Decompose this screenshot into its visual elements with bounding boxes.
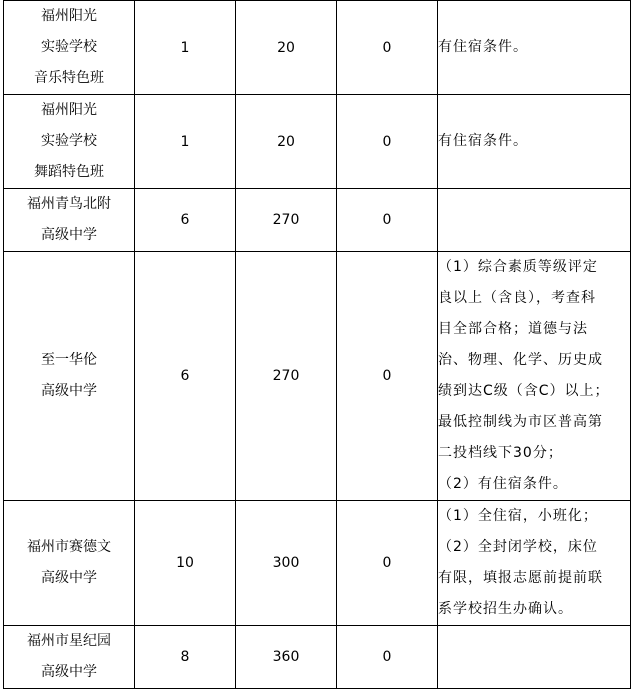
col-a-cell: 6 [135, 189, 236, 252]
note-line: 有住宿条件。 [438, 39, 528, 55]
col-c-cell: 0 [337, 501, 438, 626]
col-b-cell: 270 [236, 252, 337, 501]
note-cell [438, 626, 631, 689]
note-cell [438, 1, 631, 95]
note-line: （1）全住宿，小班化； [438, 508, 598, 524]
col-b-cell: 270 [236, 189, 337, 252]
note-cell [438, 252, 631, 501]
school-name-line: 福州青鸟北附 [27, 196, 111, 212]
note-line: （2）全封闭学校，床位 [438, 539, 598, 555]
school-name-line: 音乐特色班 [34, 70, 104, 86]
col-c-cell: 0 [337, 626, 438, 689]
note-line: 良以上（含良），考查科 [438, 290, 596, 306]
note-line: 最低控制线为市区普高第 [438, 414, 603, 430]
school-name-line: 高级中学 [41, 383, 97, 399]
note-line: 系学校招生办确认。 [438, 601, 573, 617]
school-name-line: 高级中学 [41, 664, 97, 680]
note-line: （1）综合素质等级评定 [438, 259, 598, 275]
note-line: 有住宿条件。 [438, 133, 528, 149]
col-a-cell: 6 [135, 252, 236, 501]
note-line: 二投档线下30分； [438, 445, 563, 461]
col-c-cell: 0 [337, 1, 438, 95]
note-line: 绩到达C级（含C）以上； [438, 383, 610, 399]
col-c-cell: 0 [337, 95, 438, 189]
school-name-line: 福州市星纪园 [27, 633, 111, 649]
note-cell [438, 95, 631, 189]
school-name-cell [4, 1, 135, 95]
note-cell [438, 189, 631, 252]
note-line: 目全部合格；道德与法 [438, 321, 588, 337]
col-c-cell: 0 [337, 252, 438, 501]
school-name-line: 福州阳光 [41, 8, 97, 24]
note-line: 治、物理、化学、历史成 [438, 352, 603, 368]
school-name-line: 高级中学 [41, 570, 97, 586]
note-cell [438, 501, 631, 626]
col-b-cell: 300 [236, 501, 337, 626]
table-row [4, 1, 631, 95]
table-row [4, 95, 631, 189]
school-name-cell [4, 95, 135, 189]
school-name-cell [4, 189, 135, 252]
col-a-cell: 10 [135, 501, 236, 626]
col-c-cell: 0 [337, 189, 438, 252]
col-b-cell: 20 [236, 95, 337, 189]
table-row [4, 252, 631, 501]
school-name-line: 实验学校 [41, 133, 97, 149]
school-name-line: 福州市赛德文 [27, 539, 111, 555]
col-a-cell: 1 [135, 1, 236, 95]
school-name-line: 高级中学 [41, 227, 97, 243]
col-a-cell: 8 [135, 626, 236, 689]
school-name-cell [4, 252, 135, 501]
school-name-cell [4, 626, 135, 689]
school-name-line: 实验学校 [41, 39, 97, 55]
table-row [4, 189, 631, 252]
school-name-cell [4, 501, 135, 626]
school-name-line: 福州阳光 [41, 102, 97, 118]
school-name-line: 至一华伦 [41, 352, 97, 368]
table-row [4, 501, 631, 626]
col-a-cell: 1 [135, 95, 236, 189]
col-b-cell: 360 [236, 626, 337, 689]
admissions-table [3, 0, 631, 689]
note-line: （2）有住宿条件。 [438, 476, 568, 492]
table-row [4, 626, 631, 689]
col-b-cell: 20 [236, 1, 337, 95]
school-name-line: 舞蹈特色班 [34, 164, 104, 180]
note-line: 有限，填报志愿前提前联 [438, 570, 603, 586]
